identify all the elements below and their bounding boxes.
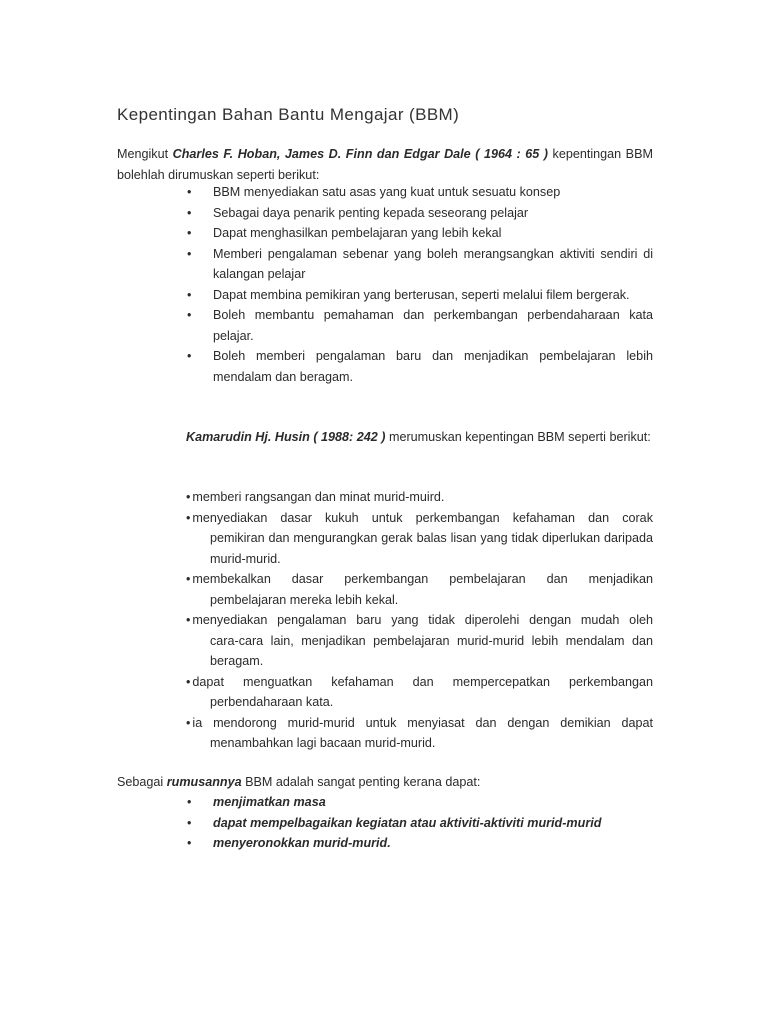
bullet-icon: • [186,490,191,504]
bullet-icon: • [187,349,192,363]
bullet-icon: • [186,510,191,525]
bullet-icon: • [187,205,192,220]
list-item: • Dapat membina pemikiran yang berterusan, seperti melalui filem bergerak. [186,285,653,306]
intro-line-1 [117,144,653,165]
kamarudin-author: Kamarudin Hj. Husin ( 1988: 242 ) [186,430,386,444]
kamarudin-text: Kamarudin Hj. Husin ( 1988: 242 ) merumuskan kepentingan BBM seperti berikut: [186,430,651,444]
list-item: • menyeronokkan murid-murid. [186,833,653,854]
bullet-icon: • [187,815,192,830]
bullet-icon: • [187,226,192,240]
bullet-icon: • [186,674,191,689]
benefits-list-hoban [186,182,653,387]
list-item: • ia mendorong murid-murid untuk menyiasat dan dengan demikian dapat menambahkan lagi bacaan murid-murid. [186,715,653,750]
bullet-icon: • [187,308,192,322]
intro-authors: Charles F. Hoban, James D. Finn dan Edgar Dale ( 1964 : 65 ) [172,147,548,161]
summary-text: Sebagai rumusannya BBM adalah sangat penting kerana dapat: [117,775,481,789]
kamarudin-paragraph [186,427,653,448]
list-item: • menyediakan pengalaman baru yang tidak diperolehi dengan mudah oleh cara-cara lain, menjadikan pembelajaran murid-murid lebih mendalam dan beragam. [186,613,653,668]
bullet-icon: • [187,185,192,199]
list-item: • BBM menyediakan satu asas yang kuat untuk sesuatu konsep [186,182,653,203]
summary-list [186,792,653,854]
list-item: • Boleh memberi pengalaman baru dan menjadikan pembelajaran lebih mendalam dan beragam. [186,346,653,387]
list-item: • menyediakan dasar kukuh untuk perkembangan kefahaman dan corak pemikiran dan mengurangkan gerak balas lisan yang tidak diperlukan daripada murid-murid. [186,510,653,566]
bullet-icon: • [186,613,191,627]
bullet-icon: • [187,287,192,302]
list-item: • Sebagai daya penarik penting kepada seseorang pelajar [186,203,653,224]
bullet-icon: • [186,572,191,586]
bullet-icon: • [186,715,191,730]
intro-line-2: bolehlah dirumuskan seperti berikut: [117,167,320,182]
list-item: • Memberi pengalaman sebenar yang boleh merangsangkan aktiviti sendiri di kalangan pelajar [186,244,653,285]
summary-emphasis: rumusannya [166,775,242,789]
intro-suffix: kepentingan BBM [547,147,653,161]
benefits-list-kamarudin [186,487,653,754]
bullet-icon: • [187,795,192,809]
list-item: • Dapat menghasilkan pembelajaran yang lebih kekal [186,223,653,244]
list-item: • membekalkan dasar perkembangan pembelajaran dan menjadikan pembelajaran mereka lebih kekal. [186,572,653,607]
list-item: • menjimatkan masa [186,792,653,813]
list-item: • memberi rangsangan dan minat murid-muird. [186,490,445,504]
list-item: • dapat menguatkan kefahaman dan mempercepatkan perkembangan perbendaharaan kata. [186,674,653,709]
summary-paragraph [117,772,653,793]
list-item: • Boleh membantu pemahaman dan perkembangan perbendaharaan kata pelajar. [186,305,653,346]
bullet-icon: • [187,246,192,261]
intro-paragraph [117,144,653,185]
bullet-icon: • [187,836,192,850]
list-item: • dapat mempelbagaikan kegiatan atau aktiviti-aktiviti murid-murid [186,813,653,834]
intro-prefix: Mengikut [117,147,173,161]
page-title: Kepentingan Bahan Bantu Mengajar (BBM) [117,105,460,124]
